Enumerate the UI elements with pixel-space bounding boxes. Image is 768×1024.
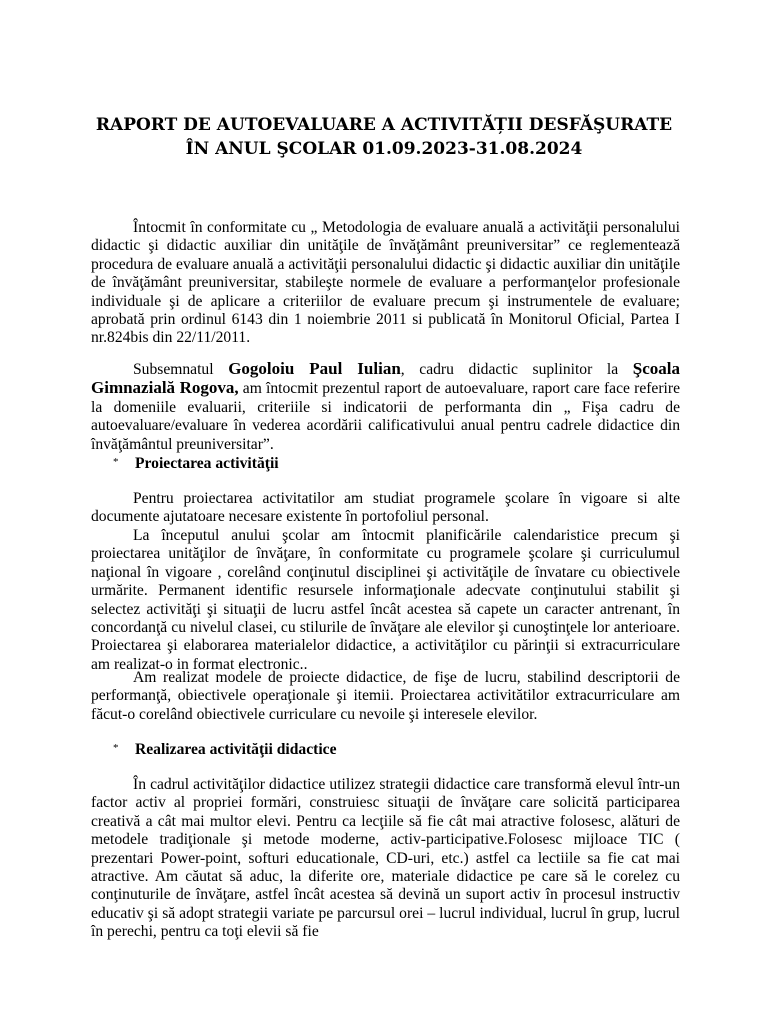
school-name: Şcoala Gimnazială Rogova,: [91, 359, 680, 398]
proiectare-p2-text: La începutul anului şcolar am întocmit planificările calendaristice precum şi proiectarea unităţilor de învăţare, în conformitate cu programele şcolare şi curriculumul naţional în vigoare , corelând conţinutul disciplinei şi activităţile de învatare cu obiectivele urmărite. Permanent identific resursele informaţionale adecvate conţinutului stabilit şi selectez activităţi şi situaţii de lucru astfel încât acestea să capete un caracter antrenant, în concordanţă cu nivelul clasei, cu stilurile de învăţare ale elevilor şi cunoştinţele lor anterioare. Proiectarea şi elaborarea materialelor didactice, a activităţilor cu părinţii si extracurriculare am realizat-o in format electronic..: [91, 527, 680, 673]
subsemnatul-middle: , cadru didactic suplinitor la: [400, 361, 633, 378]
title-line-1: RAPORT DE AUTOEVALUARE A ACTIVITĂȚII DESFĂŞURATE: [95, 115, 673, 135]
intro-paragraph: [91, 219, 680, 348]
subsemnatul-prefix: Subsemnatul: [133, 361, 229, 378]
proiectare-paragraph-3: [91, 669, 680, 724]
subsemnatul-paragraph: [91, 360, 680, 454]
author-name: Gogoloiu Paul Iulian: [228, 359, 401, 378]
section-heading-proiectare: [113, 455, 279, 473]
title-line-2: ÎN ANUL ŞCOLAR 01.09.2023-31.08.2024: [185, 139, 583, 159]
subsemnatul-suffix: am întocmit prezentul raport de autoevaluare, raport care face referire la domeniile evaluarii, criteriile si indicatorii de performanta din „ Fişa cadru de autoevaluare/evaluare în vederea acordării calificativului anual pentru cadrele didactice din învăţământul preuniversitar”.: [91, 380, 680, 453]
section-heading-text: Realizarea activităţii didactice: [135, 741, 337, 758]
proiectare-paragraph-2: [91, 527, 680, 674]
realizare-p1-text: În cadrul activităţilor didactice utilizez strategii didactice care transformă elevul într-un factor activ al propriei formări, construiesc situaţii de învăţare care solicită participarea creativă a cât mai multor elevi. Pentru ca lecţiile să fie cât mai atractive folosesc, alături de metodele tradiţionale şi metode moderne, activ-participative.Folosesc mijloace TIC ( prezentari Power-point, softuri educationale, CD-uri, etc.) astfel ca lectiile sa fie cat mai atractive. Am căutat să aduc, la diferite ore, materiale didactice pe care să le corelez cu conţinuturile de învăţare, astfel încât acestea să devină un suport activ în procesul instructiv educativ şi să adopt strategii variate pe parcursul orei – lucrul individual, lucrul în grup, lucrul în perechi, pentru ca toţi elevii să fie: [91, 776, 680, 941]
proiectare-p3-text: Am realizat modele de proiecte didactice, de fişe de lucru, stabilind descriptorii de performanţă, obiectivele operaţionale şi itemii. Proiectarea activitătilor extracurriculare am făcut-o corelând obiectivele curriculare cu nevoile şi interesele elevilor.: [91, 669, 680, 723]
proiectare-paragraph-1: [91, 490, 680, 527]
section-heading-realizare: [113, 741, 337, 759]
intro-text: Întocmit în conformitate cu „ Metodologia de evaluare anuală a activităţii personalului didactic şi didactic auxiliar din unităţile de învăţământ preuniversitar” ce reglementează procedura de evaluare anuală a activităţii personalului didactic şi didactic auxiliar din unităţile de învăţământ preuniversitar, stabileşte normele de evaluare a performanţelor profesionale individuale şi de aplicare a criteriilor de evaluare precum şi instrumentele de evaluare; aprobată prin ordinul 6143 din 1 noiembrie 2011 si publicată în Monitorul Oficial, Partea I nr.824bis din 22/11/2011.: [91, 219, 680, 347]
proiectare-p1-text: Pentru proiectarea activitatilor am studiat programele şcolare în vigoare si alte documente ajutatoare necesare existente în portofoliul personal.: [91, 490, 680, 526]
bullet-icon: *: [113, 742, 119, 754]
realizare-paragraph-1: [91, 776, 680, 942]
section-heading-text: Proiectarea activităţii: [135, 455, 279, 472]
bullet-icon: *: [113, 456, 119, 468]
